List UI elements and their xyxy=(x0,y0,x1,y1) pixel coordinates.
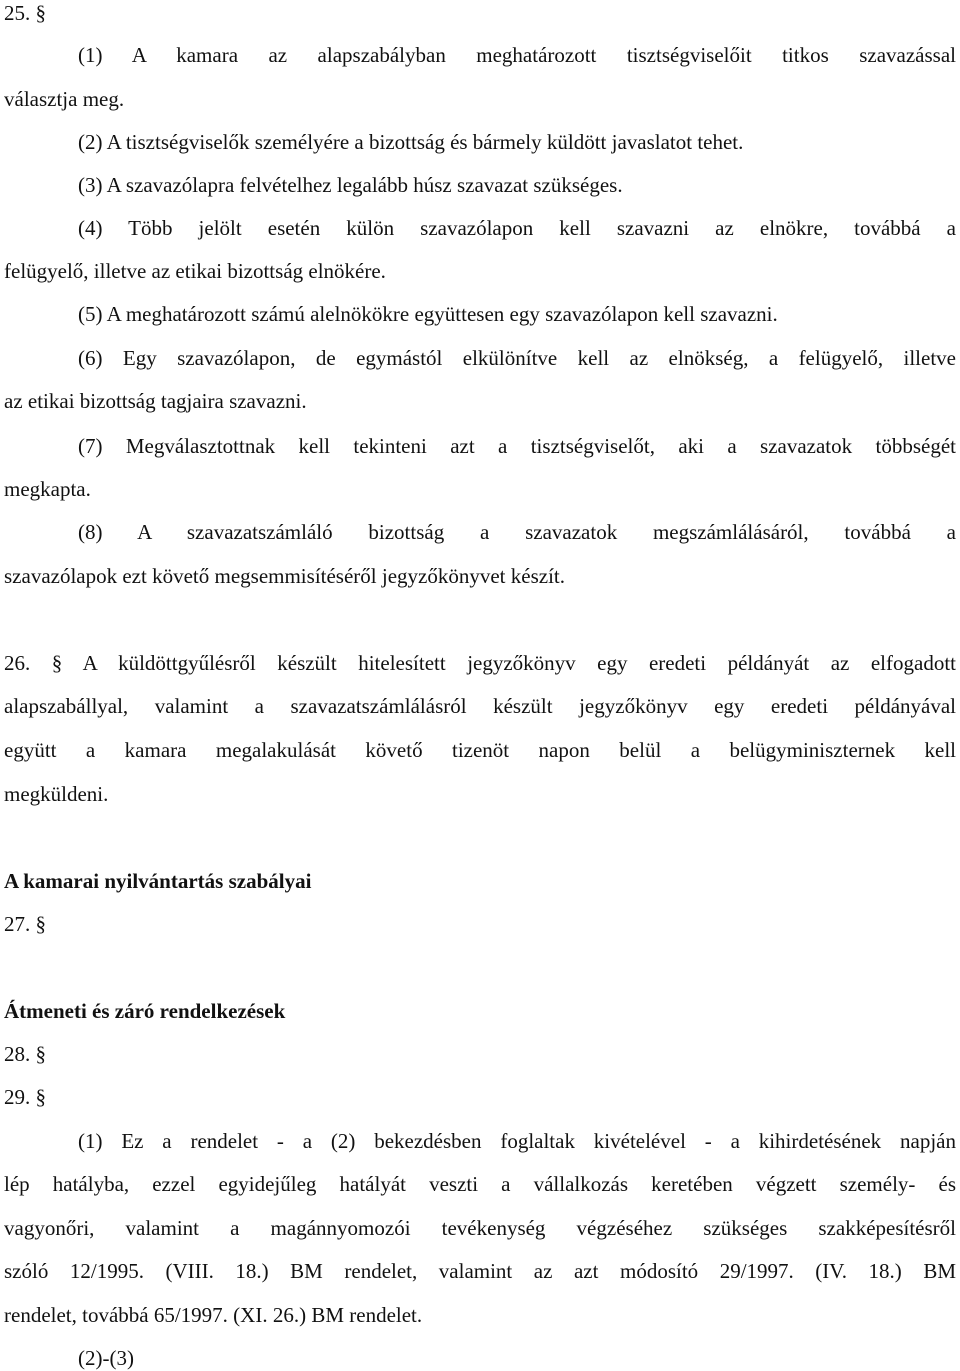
paragraph-line: (8) A szavazatszámláló bizottság a szavazatok megszámlálásáról, továbbá a xyxy=(78,520,956,544)
paragraph-line: választja meg. xyxy=(4,87,125,111)
section-symbol: § xyxy=(51,651,63,675)
section-28-heading xyxy=(4,1041,956,1067)
section-number: 28. xyxy=(4,1042,31,1066)
section-29-heading xyxy=(4,1084,956,1110)
paragraph-line: (2) A tisztségviselők személyére a bizottság és bármely küldött javaslatot tehet. xyxy=(78,130,744,154)
paragraph-line: (1) Ez a rendelet - a (2) bekezdésben foglaltak kivételével - a kihirdetésének napján xyxy=(78,1129,956,1153)
paragraph-line: az etikai bizottság tagjaira szavazni. xyxy=(4,389,307,413)
section-symbol: § xyxy=(35,912,46,936)
paragraph-text: A küldöttgyűlésről készült hitelesített jegyzőkönyv egy eredeti példányát az elfogadott xyxy=(82,651,956,675)
chapter-heading: Átmeneti és záró rendelkezések xyxy=(4,999,286,1023)
paragraph-line: vagyonőri, valamint a magánnyomozói tevékenység végzéséhez szükséges szakképesítésről xyxy=(4,1216,956,1240)
paragraph-line: (7) Megválasztottnak kell tekinteni azt a tisztségviselőt, aki a szavazatok többségét xyxy=(78,434,956,458)
paragraph-line: (6) Egy szavazólapon, de egymástól elkülönítve kell az elnökség, a felügyelő, illetve xyxy=(78,346,956,370)
chapter-heading: A kamarai nyilvántartás szabályai xyxy=(4,869,312,893)
paragraph-line: rendelet, továbbá 65/1997. (XI. 26.) BM rendelet. xyxy=(4,1303,423,1327)
paragraph-line: (4) Több jelölt esetén külön szavazólapon kell szavazni az elnökre, továbbá a xyxy=(78,216,956,240)
paragraph-line: (5) A meghatározott számú alelnökökre együttesen egy szavazólapon kell szavazni. xyxy=(78,302,778,326)
section-number: 26. xyxy=(4,651,31,675)
section-27-heading xyxy=(4,911,956,937)
section-26-line xyxy=(4,650,956,676)
paragraph-line: megküldeni. xyxy=(4,782,109,806)
paragraph-line: szavazólapok ezt követő megsemmisítéséről jegyzőkönyvet készít. xyxy=(4,564,565,588)
section-number: 25. xyxy=(4,1,31,25)
section-number: 29. xyxy=(4,1085,31,1109)
section-symbol: § xyxy=(35,1042,46,1066)
paragraph-line: szóló 12/1995. (VIII. 18.) BM rendelet, valamint az azt módosító 29/1997. (IV. 18.) BM xyxy=(4,1259,956,1283)
paragraph-line: (3) A szavazólapra felvételhez legalább húsz szavazat szükséges. xyxy=(78,173,623,197)
paragraph-line: megkapta. xyxy=(4,477,91,501)
section-number: 27. xyxy=(4,912,31,936)
paragraph-line: (2)-(3) xyxy=(78,1346,134,1370)
section-symbol: § xyxy=(35,1,46,25)
paragraph-line: lép hatályba, ezzel egyidejűleg hatályát veszti a vállalkozás keretében végzett személy- és xyxy=(4,1172,956,1196)
paragraph-line: együtt a kamara megalakulását követő tizenöt napon belül a belügyminiszternek kell xyxy=(4,738,956,762)
paragraph-line: alapszabállyal, valamint a szavazatszámlálásról készült jegyzőkönyv egy eredeti példányával xyxy=(4,694,956,718)
section-symbol: § xyxy=(35,1085,46,1109)
paragraph-line: felügyelő, illetve az etikai bizottság elnökére. xyxy=(4,259,386,283)
paragraph-line: (1) A kamara az alapszabályban meghatározott tisztségviselőit titkos szavazással xyxy=(78,43,956,67)
section-25-heading xyxy=(4,0,956,26)
